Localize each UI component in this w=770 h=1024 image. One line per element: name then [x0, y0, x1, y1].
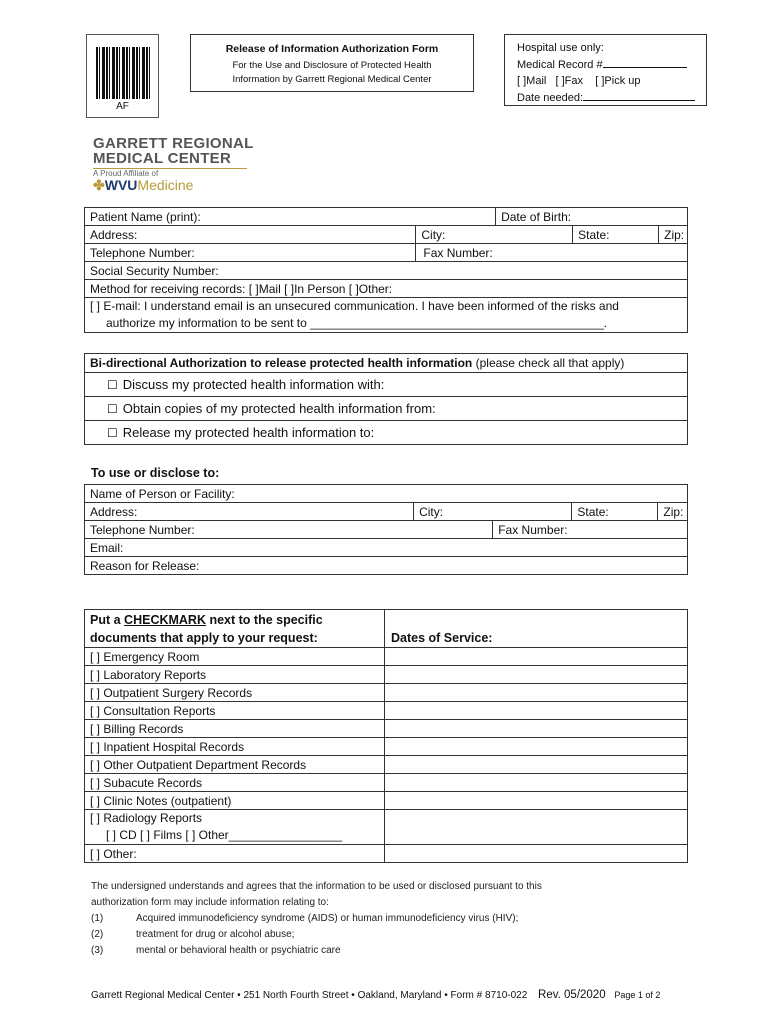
doc-laboratory-reports[interactable]: [ ] Laboratory Reports	[85, 666, 385, 684]
doc-consultation-reports[interactable]: [ ] Consultation Reports	[85, 702, 385, 720]
doc-other[interactable]: [ ] Other:	[85, 845, 385, 863]
date-needed-label: Date needed:	[517, 92, 584, 104]
radiology-sub-options[interactable]: [ ] CD [ ] Films [ ] Other_________________	[106, 828, 343, 842]
medicine-text: Medicine	[137, 177, 194, 193]
hosp-pickup-option[interactable]: [ ]Pick up	[595, 75, 641, 87]
logo-affiliate: A Proud Affiliate of	[93, 169, 159, 178]
date-field[interactable]	[385, 738, 688, 756]
form-title-box	[190, 34, 474, 92]
doc-other-outpatient[interactable]: [ ] Other Outpatient Department Records	[85, 756, 385, 774]
barcode	[86, 34, 159, 118]
checkbox-icon: ☐	[107, 378, 118, 392]
hosp-fax-option[interactable]: [ ]Fax	[555, 75, 584, 87]
notice-block	[91, 879, 691, 959]
date-field[interactable]	[385, 720, 688, 738]
hosp-mail-option[interactable]: [ ]Mail	[517, 75, 547, 87]
patient-zip-field[interactable]: Zip:	[659, 226, 688, 244]
footer	[91, 989, 660, 1001]
bidirectional-table	[84, 353, 688, 445]
patient-state-field[interactable]: State:	[573, 226, 659, 244]
recipient-address-field[interactable]: Address:	[85, 503, 414, 521]
disclose-heading: To use or disclose to:	[91, 466, 220, 480]
date-field[interactable]	[385, 774, 688, 792]
barcode-label: AF	[116, 101, 129, 112]
doc-inpatient-hospital[interactable]: [ ] Inpatient Hospital Records	[85, 738, 385, 756]
notice-intro-1: The undersigned understands and agrees that the information to be used or disclosed pursuant to this	[91, 881, 542, 892]
recipient-city-field[interactable]: City:	[414, 503, 572, 521]
form-subtitle-line2: Information by Garrett Regional Medical Center	[232, 74, 432, 85]
patient-address-field[interactable]: Address:	[85, 226, 416, 244]
wvu-text: WVU	[104, 177, 138, 193]
bidirectional-heading: Bi-directional Authorization to release protected health information (please check all that apply)	[85, 354, 688, 373]
date-field[interactable]	[385, 756, 688, 774]
documents-heading: Put a CHECKMARK next to the specific documents that apply to your request:	[85, 610, 385, 648]
date-field[interactable]	[385, 684, 688, 702]
recipient-state-field[interactable]: State:	[572, 503, 658, 521]
wv-flying-icon: ✤	[93, 177, 105, 193]
wvu-logo	[93, 177, 193, 194]
notice-item: (1) Acquired immunodeficiency syndrome (AIDS) or human immunodeficiency virus (HIV);	[91, 913, 519, 924]
medical-record-label: Medical Record #	[517, 59, 603, 71]
hospital-use-box	[504, 34, 707, 106]
footer-address: Garrett Regional Medical Center • 251 North Fourth Street • Oakland, Maryland • Form # 8710-022	[91, 990, 528, 1001]
patient-telephone-field[interactable]: Telephone Number:	[85, 244, 416, 262]
doc-outpatient-surgery[interactable]: [ ] Outpatient Surgery Records	[85, 684, 385, 702]
ssn-field[interactable]: Social Security Number:	[85, 262, 688, 280]
recipient-name-field[interactable]: Name of Person or Facility:	[85, 485, 688, 503]
date-field[interactable]	[385, 666, 688, 684]
doc-billing-records[interactable]: [ ] Billing Records	[85, 720, 385, 738]
email-consent-field[interactable]: [ ] E-mail: I understand email is an unsecured communication. I have been informed of the risks and authorize my information to be sent to ____________________________________________.	[85, 298, 688, 333]
footer-revision: Rev. 05/2020	[538, 989, 606, 1001]
form-subtitle-line1: For the Use and Disclosure of Protected Health	[232, 60, 432, 71]
checkbox-icon: ☐	[107, 426, 118, 440]
receive-method-field[interactable]: Method for receiving records: [ ]Mail [ ]In Person [ ]Other:	[85, 280, 688, 298]
recipient-telephone-field[interactable]: Telephone Number:	[85, 521, 493, 539]
doc-subacute-records[interactable]: [ ] Subacute Records	[85, 774, 385, 792]
dates-of-service-heading: Dates of Service:	[385, 610, 688, 648]
recipient-fax-field[interactable]: Fax Number:	[493, 521, 688, 539]
recipient-email-field[interactable]: Email:	[85, 539, 688, 557]
hospital-use-title: Hospital use only:	[517, 42, 604, 54]
obtain-option[interactable]: ☐ Obtain copies of my protected health information from:	[85, 397, 688, 421]
logo-line2: MEDICAL CENTER	[93, 150, 232, 167]
barcode-bars	[96, 47, 150, 99]
medical-record-field[interactable]	[603, 56, 687, 68]
documents-table	[84, 609, 688, 863]
discuss-option[interactable]: ☐ Discuss my protected health information with:	[85, 373, 688, 397]
form-title: Release of Information Authorization Form	[225, 43, 439, 55]
dob-field[interactable]: Date of Birth:	[496, 208, 688, 226]
patient-city-field[interactable]: City:	[416, 226, 573, 244]
date-field[interactable]	[385, 845, 688, 863]
patient-name-field[interactable]: Patient Name (print):	[85, 208, 496, 226]
notice-item: (2) treatment for drug or alcohol abuse;	[91, 929, 295, 940]
doc-radiology-reports[interactable]: [ ] Radiology Reports [ ] CD [ ] Films [ ] Other_________________	[85, 810, 385, 845]
notice-intro-2: authorization form may include information relating to:	[91, 897, 329, 908]
notice-item: (3) mental or behavioral health or psychiatric care	[91, 945, 341, 956]
checkbox-icon: ☐	[107, 402, 118, 416]
disclose-table	[84, 484, 688, 575]
date-field[interactable]	[385, 792, 688, 810]
recipient-zip-field[interactable]: Zip:	[658, 503, 688, 521]
logo-line1: GARRETT REGIONAL	[93, 135, 254, 152]
date-field[interactable]	[385, 702, 688, 720]
date-field[interactable]	[385, 648, 688, 666]
patient-fax-field[interactable]: Fax Number:	[416, 244, 688, 262]
footer-page-number: Page 1 of 2	[614, 990, 661, 1000]
doc-emergency-room[interactable]: [ ] Emergency Room	[85, 648, 385, 666]
doc-clinic-notes[interactable]: [ ] Clinic Notes (outpatient)	[85, 792, 385, 810]
release-option[interactable]: ☐ Release my protected health information to:	[85, 421, 688, 445]
patient-info-table	[84, 207, 688, 333]
date-needed-field[interactable]	[583, 89, 695, 101]
date-field[interactable]	[385, 810, 688, 845]
release-reason-field[interactable]: Reason for Release:	[85, 557, 688, 575]
